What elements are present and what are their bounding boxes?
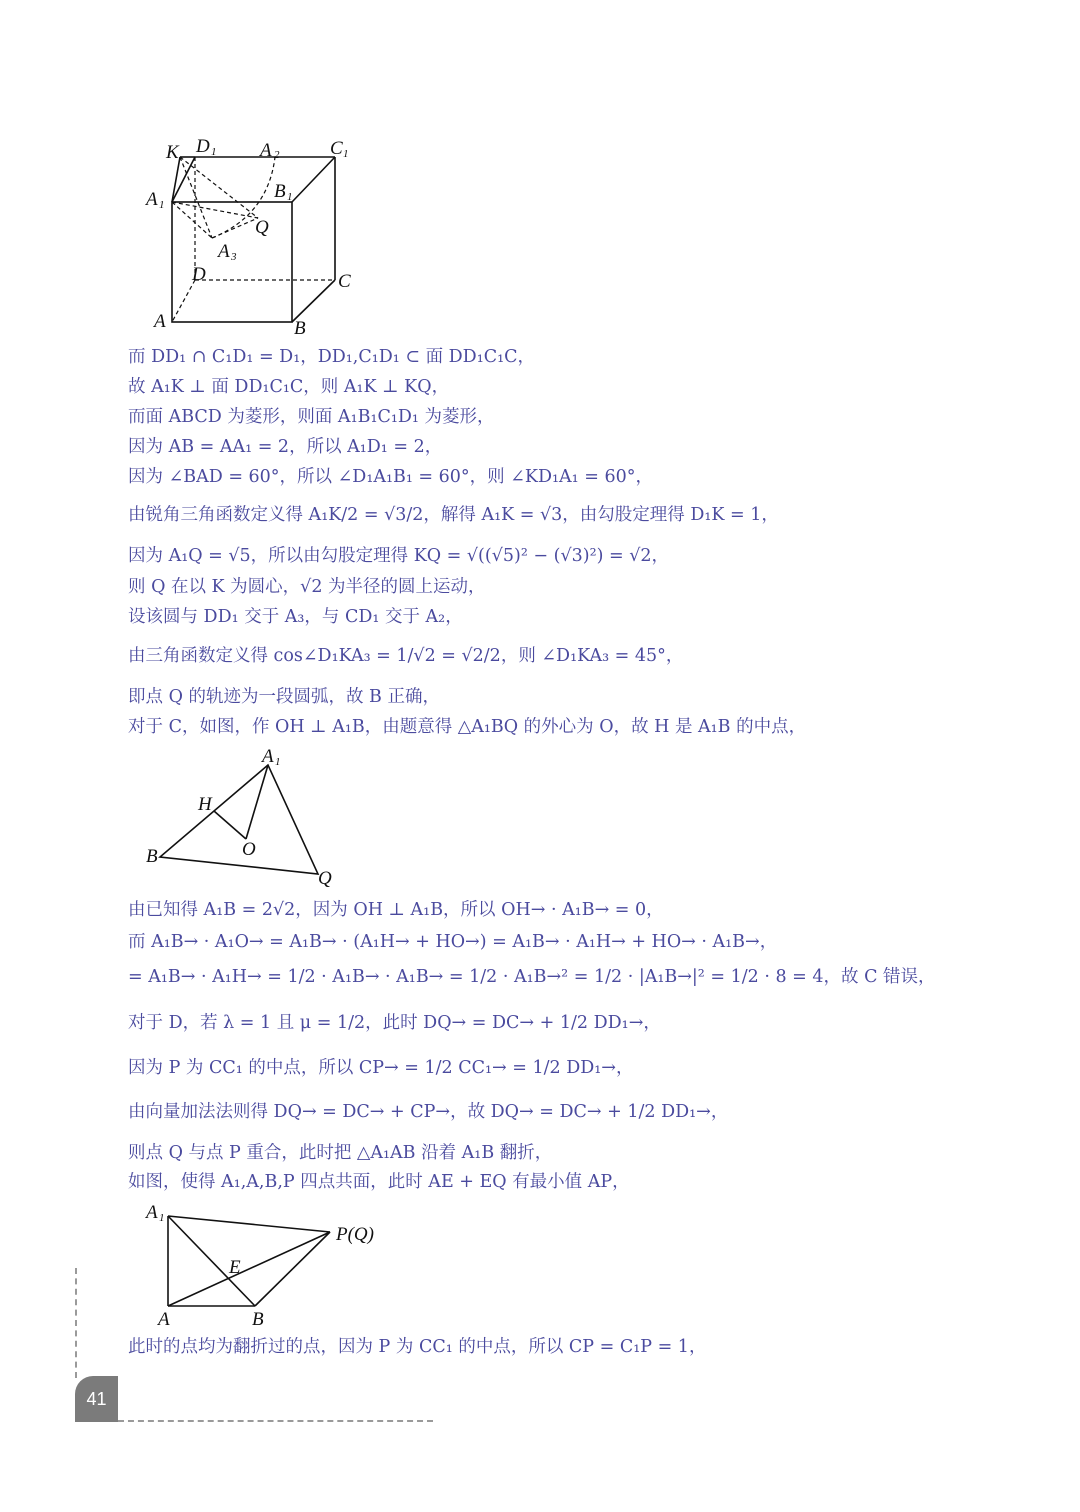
quad-label: A xyxy=(158,1309,170,1330)
cube-label: A xyxy=(260,140,272,161)
cube-label: 1 xyxy=(159,199,165,211)
cube-label: A xyxy=(154,311,166,332)
cube-label: C xyxy=(338,271,351,292)
cube-label: 1 xyxy=(211,146,217,158)
text-line: 由向量加法法则得 DQ→ = DC→ + CP→，故 DQ→ = DC→ + 1/2 DD₁→， xyxy=(128,1102,729,1122)
text-line: 即点 Q 的轨迹为一段圆弧，故 B 正确， xyxy=(128,687,440,707)
cube-label: 3 xyxy=(231,251,237,263)
page-number: 41 xyxy=(86,1389,107,1409)
text-line: 而 DD₁ ∩ C₁D₁ = D₁，DD₁,C₁D₁ ⊂ 面 DD₁C₁C， xyxy=(128,347,536,367)
cube-label: K xyxy=(166,142,179,163)
text-line: 对于 D，若 λ = 1 且 μ = 1/2，此时 DQ→ = DC→ + 1/2 DD₁→， xyxy=(128,1013,661,1033)
cube-label: 1 xyxy=(343,148,349,160)
quad-label: A xyxy=(146,1202,158,1223)
text-line: 因为 P 为 CC₁ 的中点，所以 CP→ = 1/2 CC₁→ = 1/2 DD₁→， xyxy=(128,1058,634,1078)
text-line: 因为 A₁Q = √5，所以由勾股定理得 KQ = √((√5)² − (√3)²) = √2， xyxy=(128,546,669,566)
text-line: 对于 C，如图，作 OH ⊥ A₁B，由题意得 △A₁BQ 的外心为 O，故 H 是 A₁B 的中点， xyxy=(128,717,807,737)
quad-label: B xyxy=(252,1309,264,1330)
text-line: 而 A₁B→ · A₁O→ = A₁B→ · (A₁H→ + HO→) = A₁B→ · A₁H→ + HO→ · A₁B→， xyxy=(128,932,778,952)
cube-label: A xyxy=(146,189,158,210)
text-line: 由三角函数定义得 cos∠D₁KA₃ = 1/√2 = √2/2，则 ∠D₁KA₃ = 45°， xyxy=(128,646,684,666)
text-line: 则点 Q 与点 P 重合，此时把 △A₁AB 沿着 A₁B 翻折， xyxy=(128,1143,553,1163)
triangle-figure xyxy=(140,742,350,892)
text-line: 如图，使得 A₁,A,B,P 四点共面，此时 AE + EQ 有最小值 AP， xyxy=(128,1172,630,1192)
text-line: 因为 ∠BAD = 60°，所以 ∠D₁A₁B₁ = 60°，则 ∠KD₁A₁ = 60°， xyxy=(128,467,653,487)
cube-label: 2 xyxy=(274,149,280,161)
triangle-label: Q xyxy=(318,868,332,889)
text-line: 因为 AB = AA₁ = 2，所以 A₁D₁ = 2， xyxy=(128,437,443,457)
cube-label: A xyxy=(218,241,230,262)
dashed-bottom-line xyxy=(118,1420,433,1422)
quad-label: P(Q) xyxy=(336,1224,374,1245)
text-line: 故 A₁K ⊥ 面 DD₁C₁C，则 A₁K ⊥ KQ， xyxy=(128,377,450,397)
cube-label: 1 xyxy=(287,191,293,203)
cube-label: C xyxy=(330,138,343,159)
cube-figure xyxy=(140,130,370,345)
quad-label: 1 xyxy=(159,1212,165,1224)
triangle-label: 1 xyxy=(275,756,281,768)
cube-label: Q xyxy=(255,217,269,238)
text-line: 由锐角三角函数定义得 A₁K/2 = √3/2，解得 A₁K = √3，由勾股定理得 D₁K = 1， xyxy=(128,505,779,525)
dashed-margin-line xyxy=(75,1268,79,1378)
cube-label: D xyxy=(192,264,206,285)
text-line: 设该圆与 DD₁ 交于 A₃，与 CD₁ 交于 A₂， xyxy=(128,607,463,627)
text-line: 而面 ABCD 为菱形，则面 A₁B₁C₁D₁ 为菱形， xyxy=(128,407,495,427)
triangle-label: B xyxy=(146,846,158,867)
text-line: 由已知得 A₁B = 2√2，因为 OH ⊥ A₁B，所以 OH→ · A₁B→ = 0， xyxy=(128,900,664,920)
cube-label: D xyxy=(196,136,210,157)
triangle-label: O xyxy=(242,839,256,860)
quad-label: E xyxy=(229,1257,241,1278)
text-line: 此时的点均为翻折过的点，因为 P 为 CC₁ 的中点，所以 CP = C₁P = 1， xyxy=(128,1337,707,1357)
quad-figure xyxy=(140,1198,390,1333)
triangle-label: H xyxy=(198,794,212,815)
cube-label: B xyxy=(294,318,306,339)
text-line: 则 Q 在以 K 为圆心，√2 为半径的圆上运动， xyxy=(128,577,486,597)
text-line: = A₁B→ · A₁H→ = 1/2 · A₁B→ · A₁B→ = 1/2 · A₁B→² = 1/2 · |A₁B→|² = 1/2 · 8 = 4，故 C 错误， xyxy=(128,967,936,987)
cube-label: B xyxy=(274,181,286,202)
triangle-label: A xyxy=(262,746,274,767)
